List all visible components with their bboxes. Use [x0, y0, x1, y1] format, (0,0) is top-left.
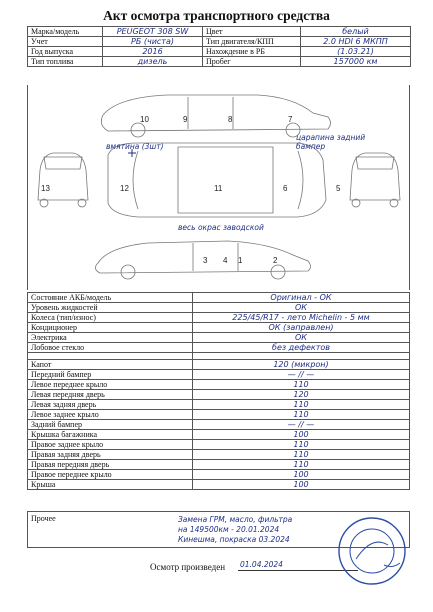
condition-value: 110 — [193, 450, 410, 460]
zone-number: 2 — [273, 256, 278, 265]
condition-row — [28, 400, 410, 410]
field-value: дизель — [103, 57, 203, 67]
zone-number: 9 — [183, 115, 188, 124]
field-value: РБ (чиста) — [103, 37, 203, 47]
company-stamp-seal — [336, 515, 408, 587]
other-notes-label: Прочее — [31, 514, 56, 523]
condition-label: Левая передняя дверь — [28, 390, 193, 400]
condition-row — [28, 460, 410, 470]
inspection-date: 01.04.2024 — [240, 560, 283, 569]
condition-label: Уровень жидкостей — [28, 303, 193, 313]
car-outline-drawing — [28, 85, 411, 290]
condition-label: Крыша — [28, 480, 193, 490]
condition-label: Задний бампер — [28, 420, 193, 430]
condition-label: Кондиционер — [28, 323, 193, 333]
condition-value: 110 — [193, 400, 410, 410]
zone-number: 5 — [336, 184, 341, 193]
document-title: Акт осмотра транспортного средства — [103, 8, 330, 23]
condition-row — [28, 470, 410, 480]
field-value: 157000 км — [301, 57, 411, 67]
other-notes-line: Кинешма, покраска 03.2024 — [178, 535, 290, 544]
field-label: Год выпуска — [28, 47, 103, 57]
vehicle-info-row — [28, 47, 411, 57]
condition-value: ОК — [193, 333, 410, 343]
condition-row — [28, 410, 410, 420]
other-notes-line: Замена ГРМ, масло, фильтра — [178, 515, 293, 524]
field-label: Пробег — [203, 57, 301, 67]
condition-value: — // — — [193, 420, 410, 430]
field-value: (1.03.21) — [301, 47, 411, 57]
zone-number: 12 — [120, 184, 129, 193]
condition-row — [28, 370, 410, 380]
repaint-note: весь окрас заводской — [178, 223, 264, 232]
field-label: Нахождение в РБ — [203, 47, 301, 57]
zone-number: 8 — [228, 115, 233, 124]
condition-label: Колеса (тип/износ) — [28, 313, 193, 323]
condition-value: 225/45/R17 - лето Michelin - 5 мм — [193, 313, 410, 323]
condition-row — [28, 333, 410, 343]
condition-value: 100 — [193, 470, 410, 480]
condition-row — [28, 480, 410, 490]
windshield-note: вмятина (3шт) — [106, 142, 164, 151]
condition-row — [28, 430, 410, 440]
zone-number: 1 — [238, 256, 243, 265]
other-notes-line: на 149500км - 20.01.2024 — [178, 525, 280, 534]
condition-value: 120 — [193, 390, 410, 400]
condition-value: 120 (микрон) — [193, 360, 410, 370]
table-spacer-row — [28, 353, 410, 360]
zone-number: 11 — [214, 184, 223, 193]
field-label: Марка/модель — [28, 27, 103, 37]
zone-number: 3 — [203, 256, 208, 265]
condition-value: 110 — [193, 440, 410, 450]
condition-label: Лобовое стекло — [28, 343, 193, 353]
condition-label: Электрика — [28, 333, 193, 343]
condition-row — [28, 303, 410, 313]
field-label: Цвет — [203, 27, 301, 37]
vehicle-info-row — [28, 57, 411, 67]
condition-row — [28, 360, 410, 370]
condition-row — [28, 293, 410, 303]
condition-label: Левая задняя дверь — [28, 400, 193, 410]
condition-row — [28, 440, 410, 450]
condition-value: — // — — [193, 370, 410, 380]
zone-number: 4 — [223, 256, 228, 265]
field-value: белый — [301, 27, 411, 37]
condition-label: Крышка багажника — [28, 430, 193, 440]
zone-number: 7 — [288, 115, 293, 124]
condition-value: без дефектов — [193, 343, 410, 353]
condition-value: 110 — [193, 460, 410, 470]
condition-label: Капот — [28, 360, 193, 370]
condition-label: Правое переднее крыло — [28, 470, 193, 480]
field-value: 2016 — [103, 47, 203, 57]
zone-number: 10 — [140, 115, 149, 124]
condition-table — [27, 292, 410, 490]
condition-label: Левое заднее крыло — [28, 410, 193, 420]
vehicle-info-row — [28, 27, 411, 37]
condition-value: 110 — [193, 380, 410, 390]
field-value: 2.0 HDI 6 МКПП — [301, 37, 411, 47]
condition-value: ОК — [193, 303, 410, 313]
condition-value: 100 — [193, 480, 410, 490]
condition-value: 100 — [193, 430, 410, 440]
car-damage-diagram — [27, 85, 410, 290]
condition-value: 110 — [193, 410, 410, 420]
condition-row — [28, 450, 410, 460]
condition-value: Оригинал - ОК — [193, 293, 410, 303]
condition-row — [28, 380, 410, 390]
condition-label: Правое заднее крыло — [28, 440, 193, 450]
zone-number: 13 — [41, 184, 50, 193]
field-label: Тип топлива — [28, 57, 103, 67]
zone-number: 6 — [283, 184, 288, 193]
condition-value: ОК (заправлен) — [193, 323, 410, 333]
condition-row — [28, 390, 410, 400]
inspected-by-label: Осмотр произведен — [150, 562, 226, 572]
spacer-cell — [193, 353, 410, 360]
condition-row — [28, 343, 410, 353]
condition-label: Левое переднее крыло — [28, 380, 193, 390]
rear-bumper-note: царапина задний бампер — [296, 133, 366, 151]
field-label: Тип двигателя/КПП — [203, 37, 301, 47]
condition-label: Правая задняя дверь — [28, 450, 193, 460]
condition-row — [28, 323, 410, 333]
condition-label: Правая передняя дверь — [28, 460, 193, 470]
condition-row — [28, 420, 410, 430]
field-label: Учет — [28, 37, 103, 47]
condition-row — [28, 313, 410, 323]
field-value: PEUGEOT 308 SW — [103, 27, 203, 37]
condition-label: Передний бампер — [28, 370, 193, 380]
condition-label: Состояние АКБ/модель — [28, 293, 193, 303]
vehicle-info-table — [27, 26, 411, 67]
spacer-cell — [28, 353, 193, 360]
vehicle-info-row — [28, 37, 411, 47]
